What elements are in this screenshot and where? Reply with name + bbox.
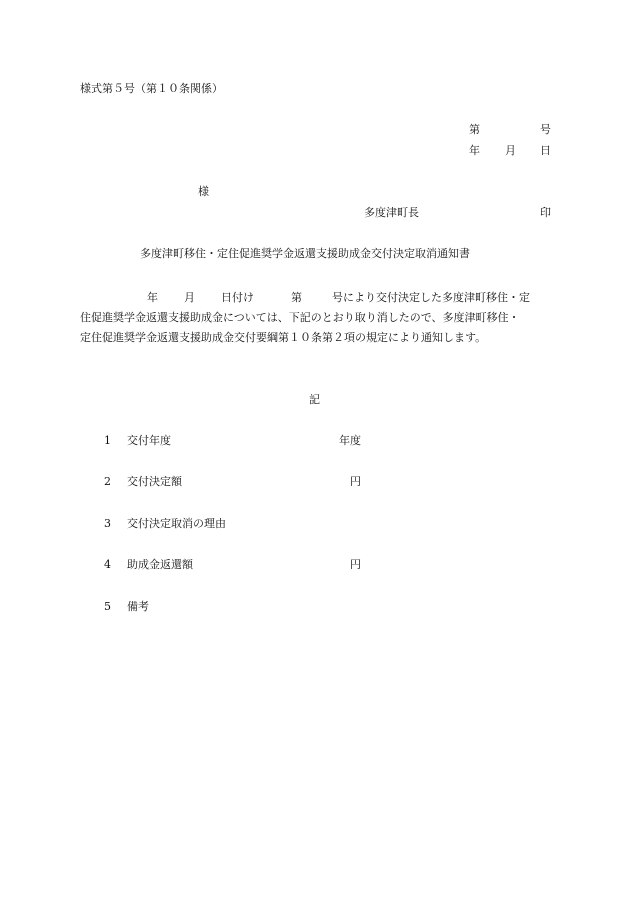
item-unit: 年度: [339, 434, 361, 447]
date-day-label: 日: [540, 144, 551, 157]
date-month-label: 月: [505, 144, 516, 157]
item-unit: 円: [350, 475, 361, 488]
item-label: 交付決定取消の理由: [127, 517, 226, 530]
body-year-label: 年: [147, 291, 158, 304]
body-number-prefix: 第: [291, 291, 302, 304]
form-number: 様式第５号（第１０条関係）: [80, 82, 223, 95]
body-line-3: 定住促進奨学金返還支援助成金交付要綱第１０条第２項の規定により通知します。: [80, 331, 487, 344]
body-dated-label: 日付け: [221, 291, 254, 304]
item-number: 2: [104, 475, 111, 488]
body-line-1-text: 号により交付決定した多度津町移住・定: [332, 291, 530, 304]
body-month-label: 月: [184, 291, 195, 304]
item-label: 交付決定額: [127, 475, 182, 488]
item-unit: 円: [350, 558, 361, 571]
item-number: 5: [104, 600, 111, 613]
document-number-prefix: 第: [469, 123, 480, 136]
ki-heading: 記: [309, 393, 320, 406]
seal-mark: 印: [540, 206, 551, 219]
item-label: 助成金返還額: [127, 558, 193, 571]
item-number: 3: [104, 517, 111, 530]
body-line-2: 住促進奨学金返還支援助成金については、下記のとおり取り消したので、多度津町移住・: [80, 311, 520, 324]
item-label: 備考: [127, 600, 149, 613]
item-label: 交付年度: [127, 434, 171, 447]
addressee-honorific: 様: [198, 185, 209, 198]
date-year-label: 年: [469, 144, 480, 157]
document-number-suffix: 号: [540, 123, 551, 136]
item-number: 4: [104, 558, 111, 571]
document-title: 多度津町移住・定住促進奨学金返還支援助成金交付決定取消通知書: [140, 247, 470, 260]
item-number: 1: [104, 434, 111, 447]
sender-name: 多度津町長: [364, 206, 419, 219]
